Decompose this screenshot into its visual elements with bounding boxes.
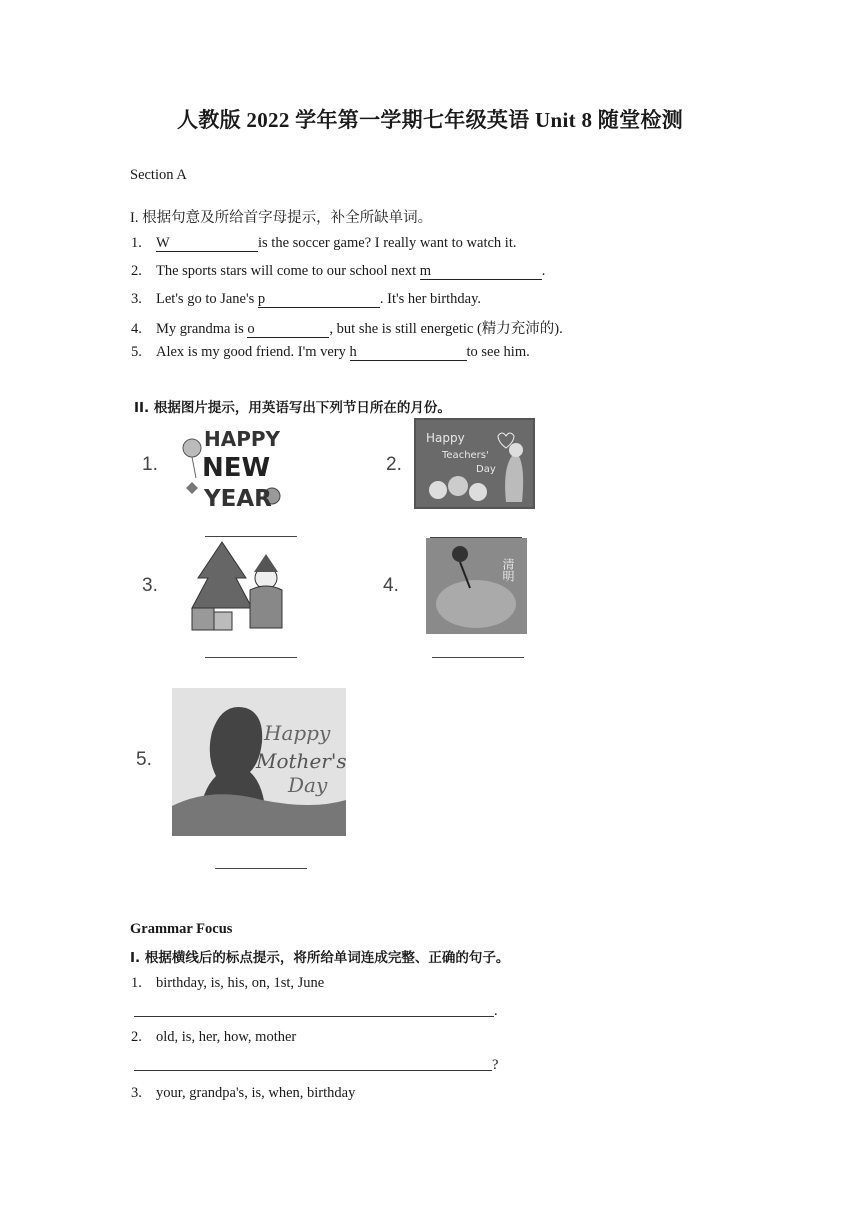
- blank-answer: m: [420, 264, 542, 280]
- picture-number-2: 2.: [386, 454, 402, 475]
- item-number: 2.: [131, 1029, 142, 1045]
- pic2-line2: Teachers': [442, 450, 489, 461]
- pic1-line1: HAPPY: [204, 427, 281, 451]
- answer-line-3[interactable]: [205, 657, 297, 658]
- happy-new-year-image: [180, 418, 286, 513]
- blank-answer: h: [350, 345, 467, 361]
- part1-item-4: [131, 317, 563, 338]
- punctuation-hint: ?: [492, 1057, 499, 1073]
- part1-heading: I. 根据句意及所给首字母提示，补全所缺单词。: [130, 210, 433, 226]
- pic2-line1: Happy: [426, 431, 465, 445]
- qingming-image: [426, 538, 527, 634]
- answer-line-2[interactable]: [430, 537, 522, 538]
- part2-heading: II. 根据图片提示，用英语写出下列节日所在的月份。: [134, 400, 451, 416]
- word-list: old, is, her, how, mother: [156, 1029, 297, 1045]
- part1-item-3: [131, 291, 481, 308]
- grammar-focus-title: Grammar Focus: [130, 921, 233, 937]
- blank-answer: p: [258, 292, 380, 308]
- blank-answer: W: [156, 236, 258, 252]
- grammar-heading: I. 根据横线后的标点提示，将所给单词连成完整、正确的句子。: [130, 950, 510, 966]
- item-number: 3.: [131, 1085, 142, 1101]
- pic5-line3: Day: [288, 773, 328, 797]
- pic1-line3: YEAR: [204, 486, 272, 512]
- christmas-image: [188, 538, 292, 635]
- blank-answer: o: [247, 322, 329, 338]
- item-number: 3.: [131, 291, 142, 307]
- sentence-text: Let's go to Jane's: [156, 291, 258, 307]
- sentence-text: My grandma is: [156, 321, 248, 337]
- sentence-text: .: [541, 263, 546, 279]
- item-number: 2.: [131, 263, 142, 279]
- punctuation-hint: .: [494, 1003, 498, 1019]
- grammar-item-2: [131, 1029, 296, 1046]
- sentence-text: , but she is still energetic (精力充沛的).: [329, 321, 563, 337]
- part1-item-2: [131, 263, 545, 280]
- pic4-chars: 清明: [501, 558, 515, 582]
- word-list: your, grandpa's, is, when, birthday: [156, 1085, 356, 1101]
- part1-item-5: [131, 344, 530, 361]
- pic2-line3: Day: [476, 464, 496, 475]
- item-number: 1.: [131, 235, 142, 251]
- sentence-text: to see him.: [466, 344, 530, 360]
- section-a-label: Section A: [130, 167, 187, 183]
- item-number: 1.: [131, 975, 142, 991]
- mothers-day-image: [172, 688, 346, 836]
- grammar-item-1: [131, 975, 324, 992]
- picture-number-5: 5.: [136, 749, 152, 770]
- grammar-item-3: [131, 1085, 355, 1102]
- part1-item-1: [131, 235, 516, 252]
- answer-line-grammar-1[interactable]: [134, 1002, 494, 1017]
- teachers-day-image: [414, 418, 535, 509]
- sentence-text: is the soccer game? I really want to watch it.: [258, 235, 517, 251]
- answer-line-4[interactable]: [432, 657, 524, 658]
- page-title: 人教版 2022 学年第一学期七年级英语 Unit 8 随堂检测: [176, 108, 684, 132]
- answer-line-grammar-2[interactable]: [134, 1056, 492, 1071]
- picture-number-3: 3.: [142, 575, 158, 596]
- word-list: birthday, is, his, on, 1st, June: [156, 975, 325, 991]
- sentence-text: The sports stars will come to our school next: [156, 263, 420, 279]
- sentence-text: Alex is my good friend. I'm very: [156, 344, 350, 360]
- picture-number-4: 4.: [383, 575, 399, 596]
- pic1-line2: NEW: [202, 453, 271, 483]
- pic5-line2: Mother's: [256, 749, 346, 773]
- item-number: 5.: [131, 344, 142, 360]
- answer-line-1[interactable]: [205, 536, 297, 537]
- answer-line-5[interactable]: [215, 868, 307, 869]
- sentence-text: . It's her birthday.: [379, 291, 482, 307]
- pic5-line1: Happy: [264, 721, 331, 745]
- item-number: 4.: [131, 321, 142, 337]
- picture-number-1: 1.: [142, 454, 158, 475]
